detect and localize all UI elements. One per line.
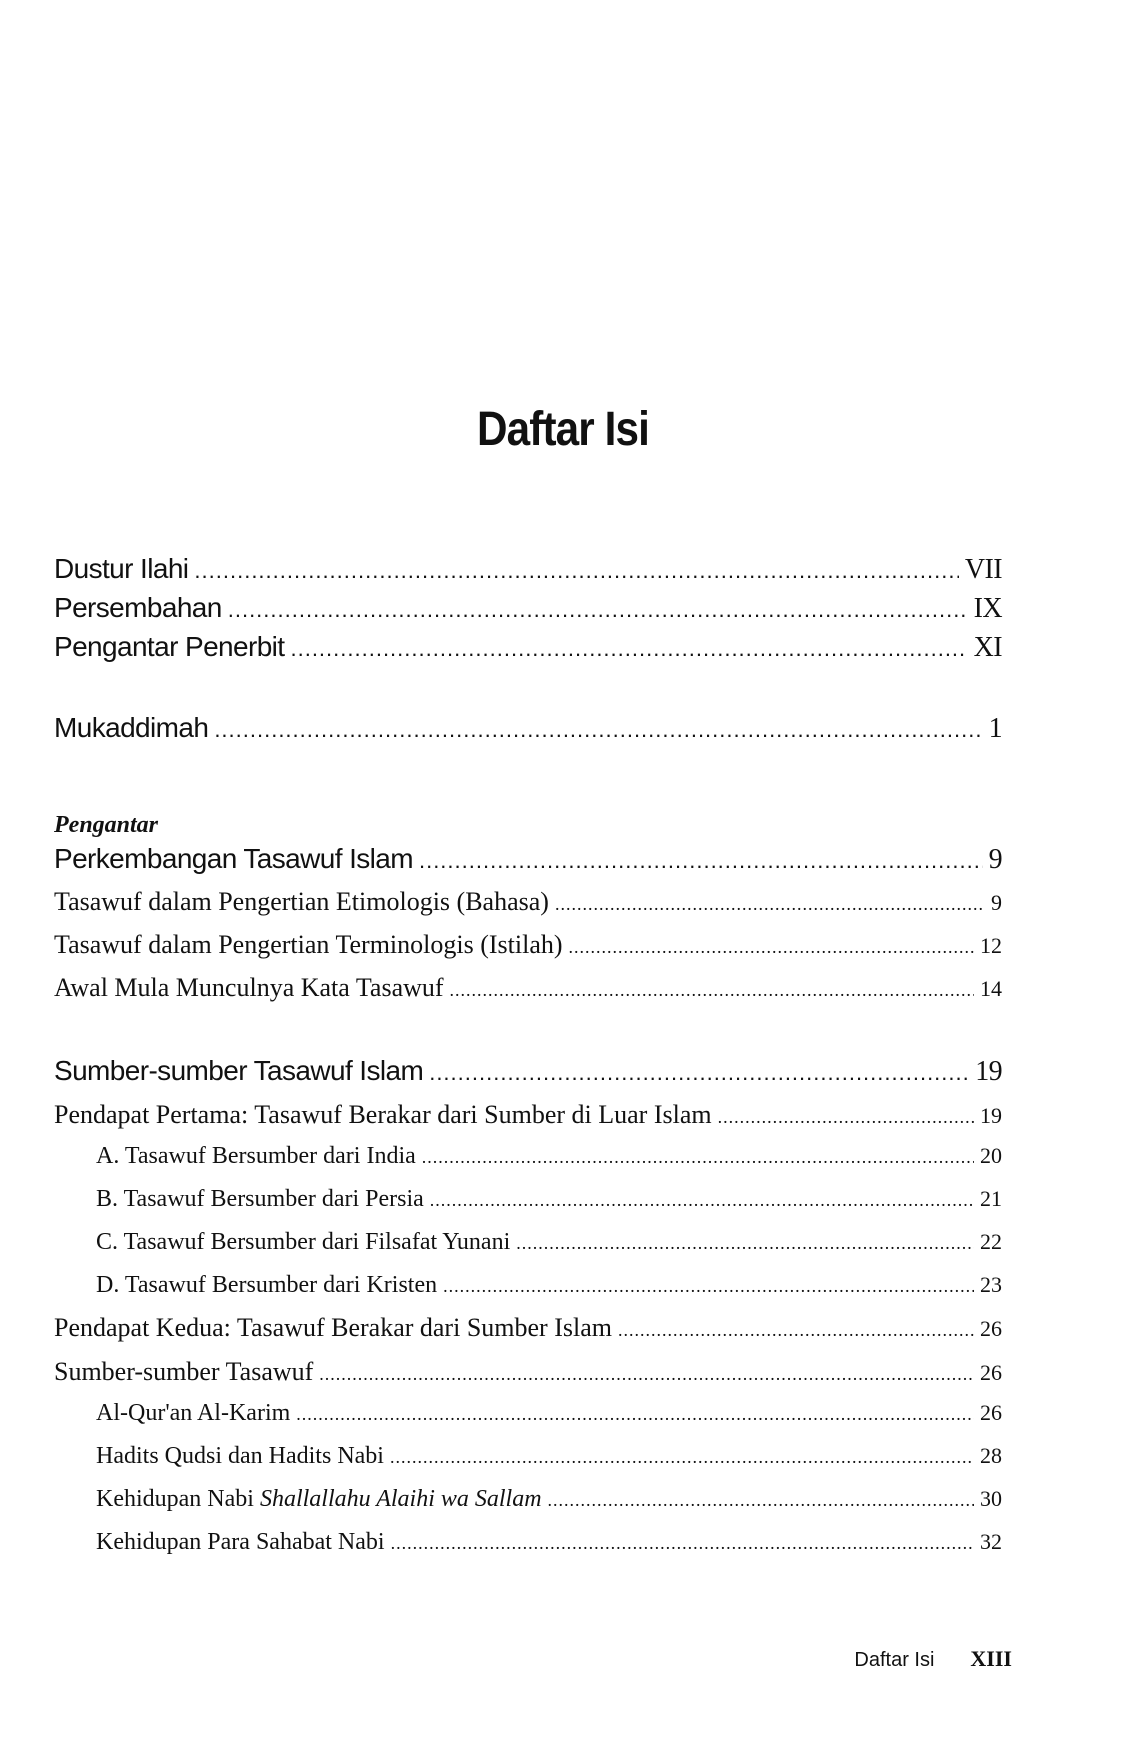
leader-dots	[194, 558, 959, 584]
toc-entry-label: Sumber-sumber Tasawuf	[54, 1357, 314, 1386]
toc-entry-label: Mukaddimah	[54, 712, 209, 743]
toc-entry-dustur-ilahi[interactable]	[54, 553, 1002, 586]
leader-dots	[296, 1404, 974, 1425]
toc-entry-label: D. Tasawuf Bersumber dari Kristen	[96, 1272, 438, 1298]
section-label-pengantar: Pengantar	[54, 812, 159, 838]
footer-title: Daftar Isi	[854, 1649, 935, 1671]
leader-dots	[516, 1233, 974, 1254]
leader-dots	[718, 1107, 974, 1128]
leader-dots	[290, 636, 967, 662]
leader-dots	[390, 1447, 974, 1468]
toc-entry-page: 1	[988, 713, 1002, 744]
toc-entry-page: 30	[980, 1486, 1002, 1511]
toc-entry-kehidupan-sahabat[interactable]	[96, 1529, 1002, 1556]
toc-entry-sumber-sumber-tasawuf[interactable]	[54, 1357, 1002, 1387]
toc-entry-page: 19	[975, 1056, 1002, 1087]
leader-dots	[228, 597, 968, 623]
toc-entry-page: IX	[973, 593, 1002, 624]
toc-entry-kehidupan-nabi[interactable]	[96, 1486, 1002, 1513]
toc-entry-page: 20	[980, 1143, 1002, 1168]
toc-entry-page: 9	[988, 844, 1002, 875]
toc-entry-persia[interactable]	[96, 1186, 1002, 1213]
leader-dots	[548, 1490, 974, 1511]
toc-entry-terminologis[interactable]	[54, 930, 1002, 960]
toc-entry-filsafat-yunani[interactable]	[96, 1229, 1002, 1256]
toc-entry-page: 14	[980, 976, 1002, 1001]
toc-entry-pendapat-pertama[interactable]	[54, 1100, 1002, 1130]
toc-entry-etimologis[interactable]	[54, 887, 1002, 917]
leader-dots	[319, 1364, 974, 1385]
toc-entry-label	[96, 1486, 542, 1513]
label-italic: Shallallahu Alaihi wa Sallam	[259, 1486, 542, 1512]
toc-entry-page: 32	[980, 1529, 1002, 1554]
toc-entry-page: 23	[980, 1272, 1002, 1297]
toc-entry-perkembangan-tasawuf[interactable]	[54, 843, 1002, 876]
toc-entry-label: Perkembangan Tasawuf Islam	[54, 843, 413, 874]
toc-entry-label: Pengantar Penerbit	[54, 631, 285, 662]
leader-dots	[555, 894, 985, 915]
leader-dots	[618, 1320, 974, 1341]
leader-dots	[443, 1276, 974, 1297]
toc-entry-hadits[interactable]	[96, 1443, 1002, 1470]
toc-entry-page: 19	[980, 1103, 1002, 1128]
toc-entry-page: 9	[991, 890, 1002, 915]
toc-entry-label: Sumber-sumber Tasawuf Islam	[54, 1055, 424, 1086]
label-prefix: Kehidupan Nabi	[96, 1486, 260, 1512]
toc-entry-label: Dustur Ilahi	[54, 553, 189, 584]
leader-dots	[429, 1060, 969, 1086]
toc-entry-pengantar-penerbit[interactable]	[54, 631, 1002, 664]
toc-entry-page: XI	[973, 632, 1002, 663]
page-title: Daftar Isi	[477, 403, 649, 456]
toc-entry-label: Hadits Qudsi dan Hadits Nabi	[96, 1443, 384, 1469]
toc-entry-label: Pendapat Kedua: Tasawuf Berakar dari Sumber Islam	[54, 1313, 612, 1342]
toc-entry-label: Awal Mula Munculnya Kata Tasawuf	[54, 973, 444, 1002]
toc-entry-mukaddimah[interactable]	[54, 712, 1002, 745]
toc-entry-label: Tasawuf dalam Pengertian Terminologis (Istilah)	[54, 930, 563, 959]
footer-page-number: XIII	[970, 1646, 1012, 1671]
toc-entry-label: Tasawuf dalam Pengertian Etimologis (Bahasa)	[54, 887, 549, 916]
toc-entry-awal-mula[interactable]	[54, 973, 1002, 1003]
leader-dots	[419, 848, 983, 874]
leader-dots	[569, 937, 974, 958]
leader-dots	[214, 717, 982, 743]
page-footer	[854, 1646, 1012, 1672]
toc-entry-label: B. Tasawuf Bersumber dari Persia	[96, 1186, 424, 1212]
toc-entry-page: 26	[980, 1316, 1002, 1341]
toc-entry-al-quran[interactable]	[96, 1400, 1002, 1427]
toc-entry-kristen[interactable]	[96, 1272, 1002, 1299]
toc-entry-label: Persembahan	[54, 592, 222, 623]
toc-entry-pendapat-kedua[interactable]	[54, 1313, 1002, 1343]
leader-dots	[450, 980, 974, 1001]
toc-entry-page: 21	[980, 1186, 1002, 1211]
leader-dots	[430, 1190, 974, 1211]
toc-entry-label: Kehidupan Para Sahabat Nabi	[96, 1529, 385, 1555]
toc-entry-page: 26	[980, 1400, 1002, 1425]
toc-entry-persembahan[interactable]	[54, 592, 1002, 625]
toc-entry-page: 28	[980, 1443, 1002, 1468]
toc-entry-label: A. Tasawuf Bersumber dari India	[96, 1143, 416, 1169]
toc-entry-page: 22	[980, 1229, 1002, 1254]
leader-dots	[391, 1533, 974, 1554]
toc-entry-label: Al-Qur'an Al-Karim	[96, 1400, 291, 1426]
toc-entry-page: 26	[980, 1360, 1002, 1385]
toc-entry-label: C. Tasawuf Bersumber dari Filsafat Yunani	[96, 1229, 511, 1255]
toc-entry-sumber-sumber-tasawuf-islam[interactable]	[54, 1055, 1002, 1088]
toc-entry-page: 12	[980, 933, 1002, 958]
toc-entry-page: VII	[964, 554, 1002, 585]
leader-dots	[422, 1147, 974, 1168]
toc-entry-india[interactable]	[96, 1143, 1002, 1170]
toc-entry-label: Pendapat Pertama: Tasawuf Berakar dari Sumber di Luar Islam	[54, 1100, 712, 1129]
